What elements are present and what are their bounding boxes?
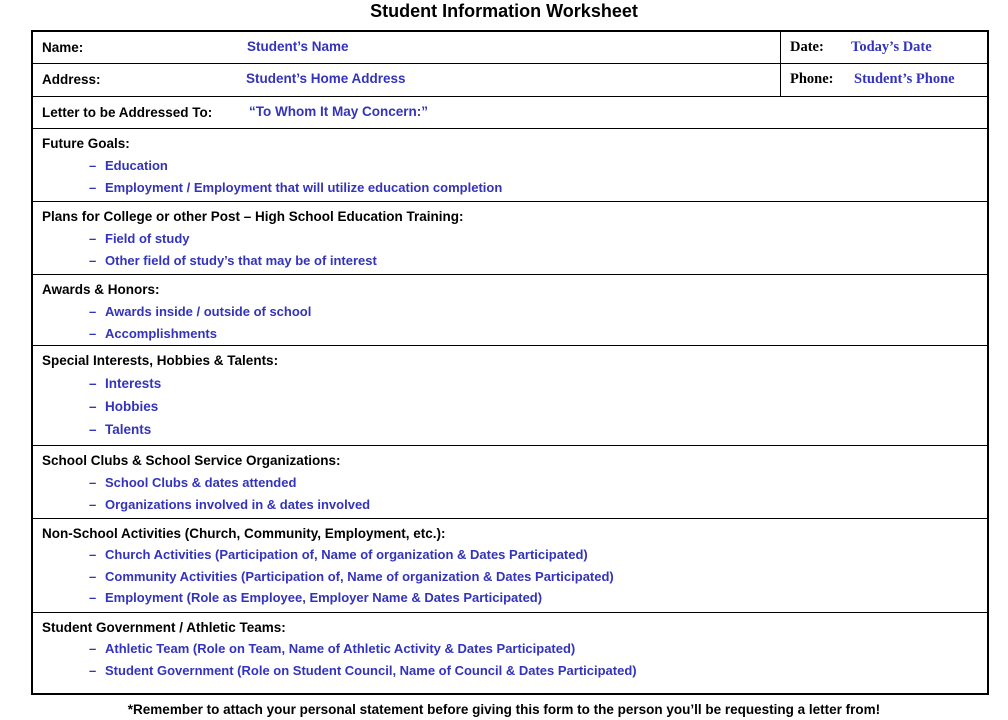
list-item: – Field of study [89, 231, 190, 246]
section-school-clubs [33, 446, 987, 519]
section-title: Special Interests, Hobbies & Talents: [42, 353, 279, 368]
section-title: Plans for College or other Post – High School Education Training: [42, 209, 464, 224]
list-item: – Organizations involved in & dates involved [89, 497, 371, 512]
list-item: – Awards inside / outside of school [89, 304, 312, 319]
address-label: Address: [42, 72, 101, 87]
list-item: – Interests [89, 376, 162, 391]
list-item: – Employment (Role as Employee, Employer Name & Dates Participated) [89, 590, 543, 605]
list-item: – School Clubs & dates attended [89, 475, 297, 490]
address-value[interactable]: Student’s Home Address [246, 71, 406, 86]
list-item: – Hobbies [89, 399, 159, 414]
footer-note: *Remember to attach your personal statement before giving this form to the person you’ll be requesting a letter from! [127, 702, 881, 717]
list-item: – Employment / Employment that will utilize education completion [89, 180, 503, 195]
section-non-school [33, 519, 987, 613]
worksheet-form [31, 30, 989, 695]
date-value[interactable]: Today’s Date [851, 39, 932, 55]
name-value[interactable]: Student’s Name [247, 39, 349, 54]
section-title: Non-School Activities (Church, Community, Employment, etc.): [42, 526, 446, 541]
section-student-government [33, 613, 987, 695]
date-label: Date: [790, 39, 824, 55]
letter-row [33, 97, 987, 129]
list-item: – Talents [89, 422, 152, 437]
list-item: – Church Activities (Participation of, Name of organization & Dates Participated) [89, 547, 588, 562]
section-title: Future Goals: [42, 136, 130, 151]
divider [780, 64, 781, 96]
divider [780, 32, 781, 63]
page-title: Student Information Worksheet [370, 1, 638, 21]
section-interests [33, 346, 987, 446]
list-item: – Community Activities (Participation of, Name of organization & Dates Participated) [89, 569, 614, 584]
section-title: Student Government / Athletic Teams: [42, 620, 286, 635]
phone-label: Phone: [790, 71, 834, 87]
list-item: – Accomplishments [89, 326, 217, 341]
section-awards [33, 275, 987, 346]
address-row [33, 64, 987, 97]
letter-value[interactable]: “To Whom It May Concern:” [249, 104, 428, 119]
section-future-goals [33, 129, 987, 202]
letter-label: Letter to be Addressed To: [42, 105, 213, 120]
phone-value[interactable]: Student’s Phone [854, 71, 955, 87]
section-title: Awards & Honors: [42, 282, 160, 297]
list-item: – Student Government (Role on Student Council, Name of Council & Dates Participated) [89, 663, 637, 678]
list-item: – Athletic Team (Role on Team, Name of Athletic Activity & Dates Participated) [89, 641, 576, 656]
section-title: School Clubs & School Service Organizations: [42, 453, 341, 468]
section-college-plans [33, 202, 987, 275]
name-row [33, 32, 987, 64]
list-item: – Other field of study’s that may be of interest [89, 253, 377, 268]
list-item: – Education [89, 158, 168, 173]
name-label: Name: [42, 40, 84, 55]
